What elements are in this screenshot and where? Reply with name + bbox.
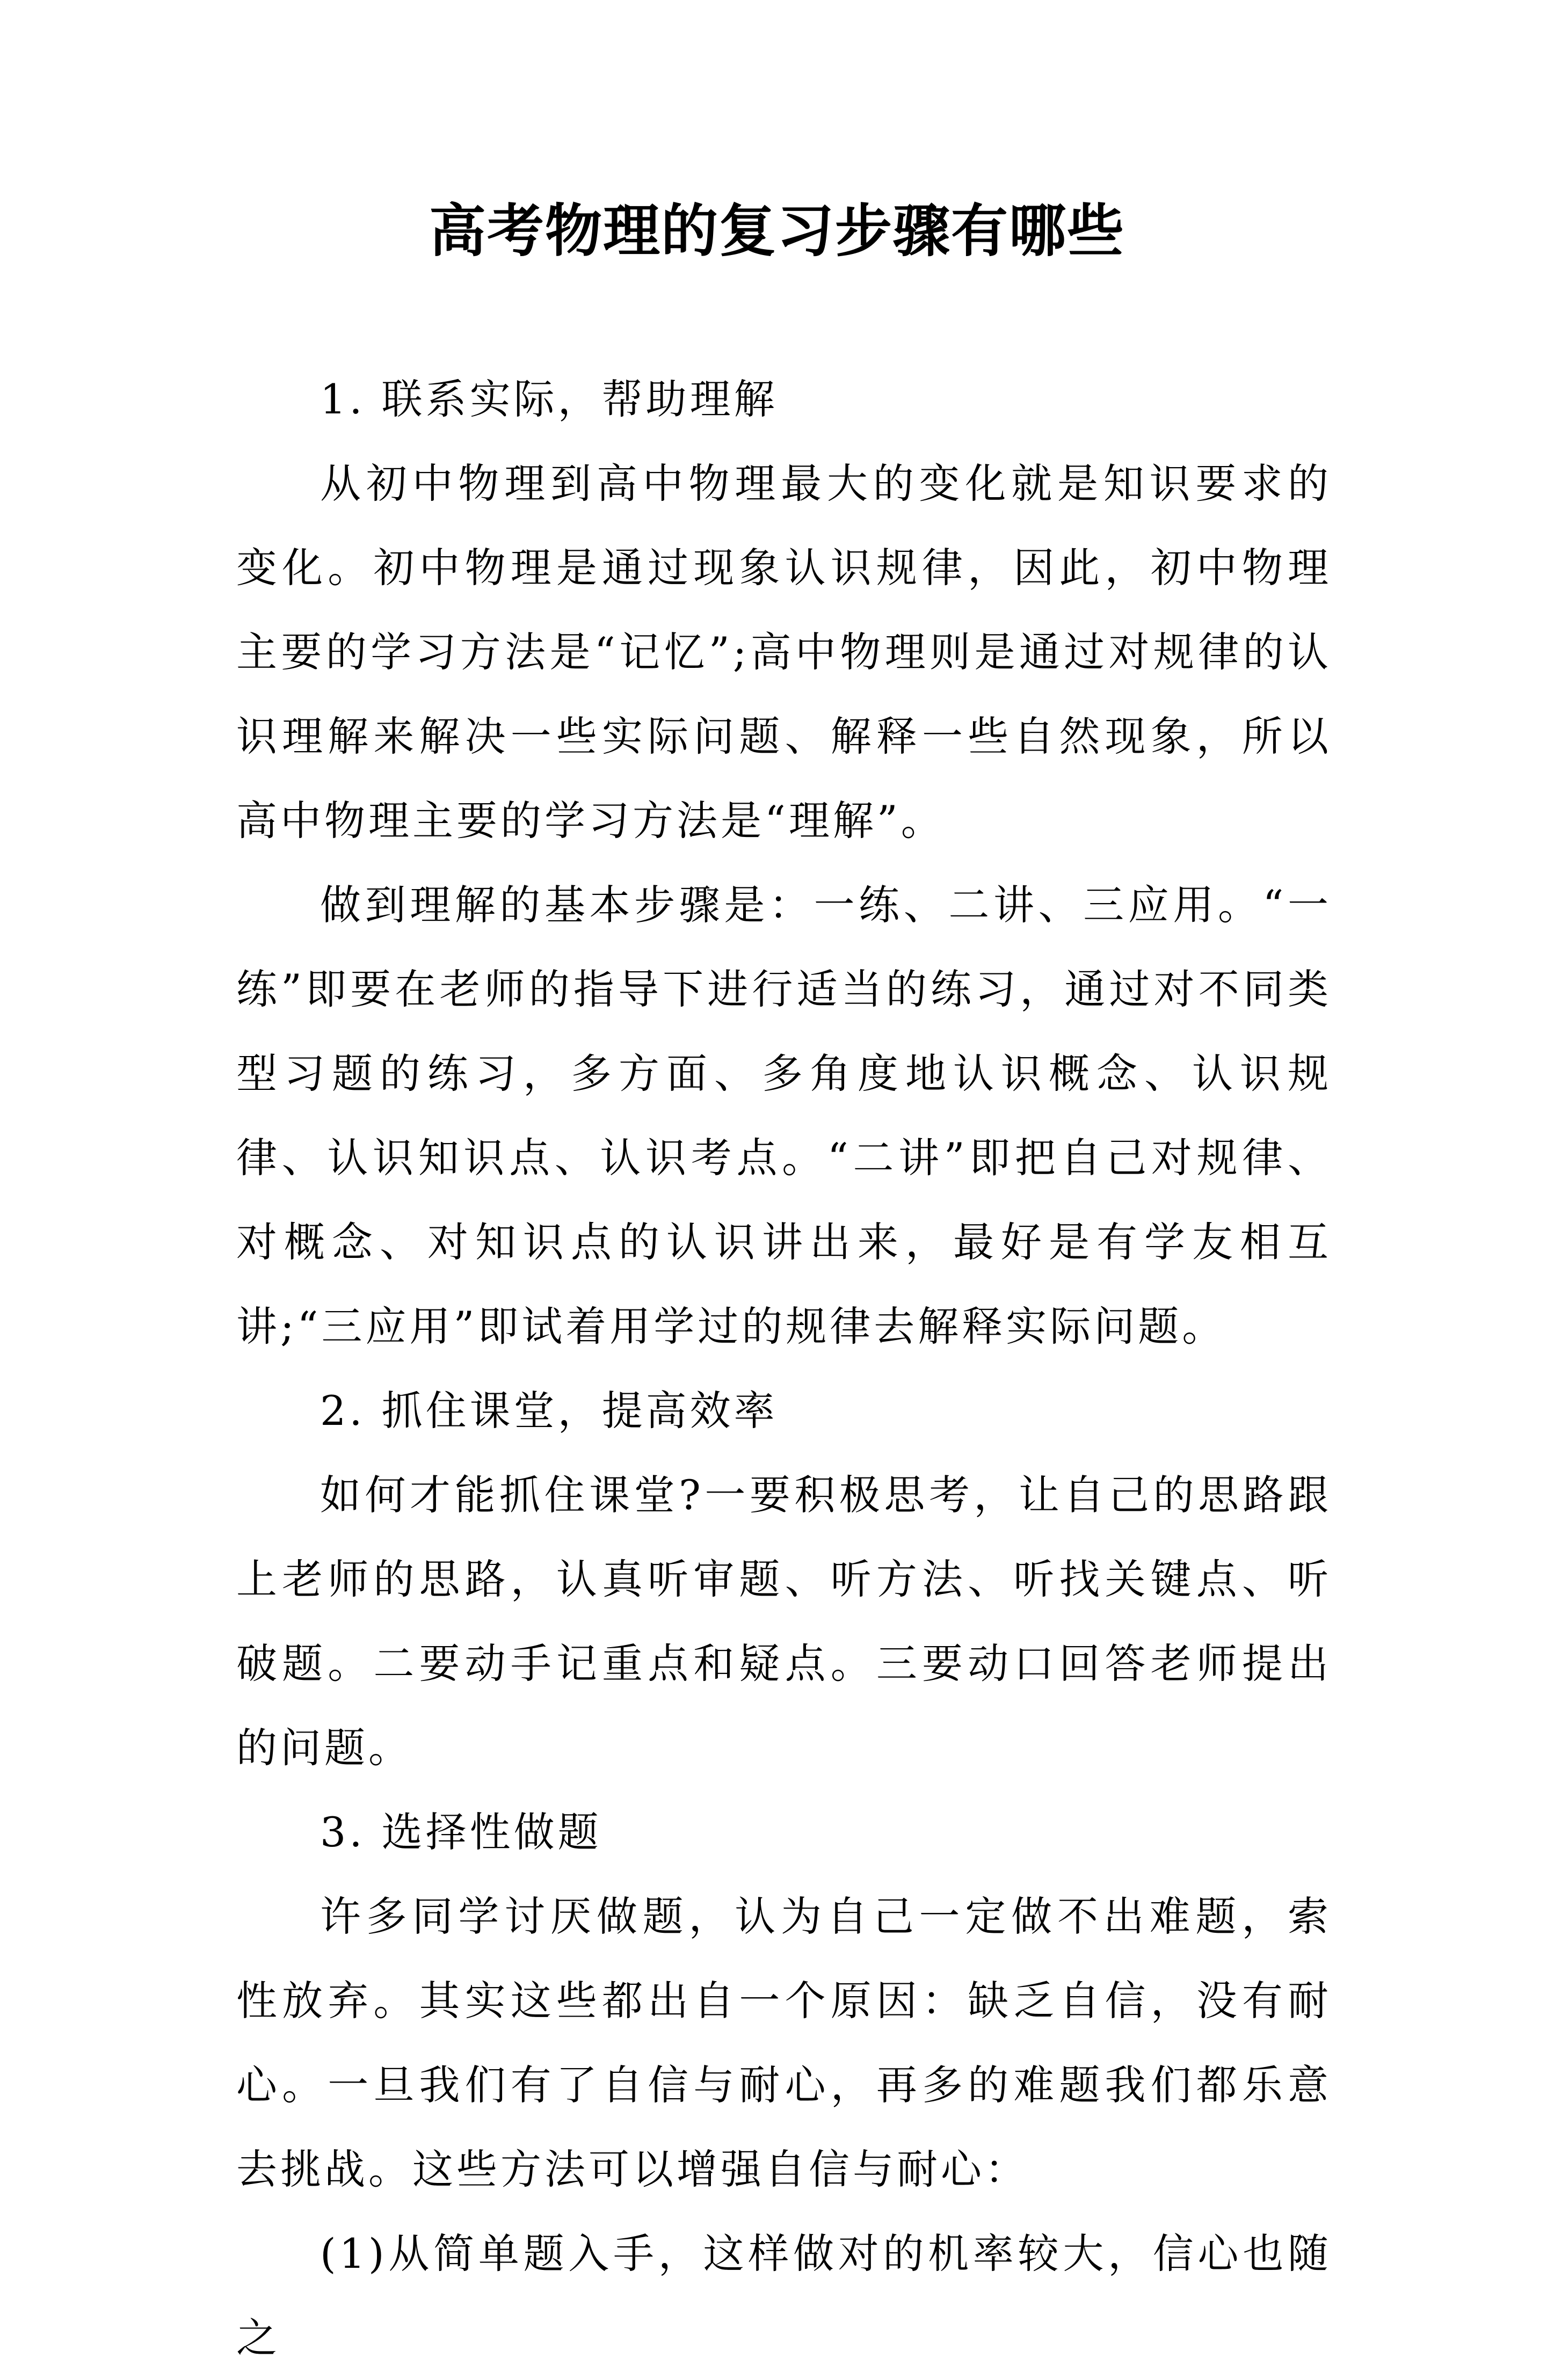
paragraph-3: 如何才能抓住课堂?一要积极思考，让自己的思路跟上老师的思路，认真听审题、听方法、听找关键点、听破题。二要动手记重点和疑点。三要动口回答老师提出的问题。 bbox=[236, 1471, 1332, 1772]
section-heading-2: 2. 抓住课堂，提高效率 bbox=[320, 1387, 778, 1435]
section-heading-3: 3. 选择性做题 bbox=[320, 1808, 602, 1856]
paragraph-5: (1)从简单题入手，这样做对的机率较大，信心也随之 bbox=[236, 2230, 1332, 2362]
paragraph-2: 做到理解的基本步骤是：一练、二讲、三应用。“一练”即要在老师的指导下进行适当的练习，通过对不同类型习题的练习，多方面、多角度地认识概念、认识规律、认识知识点、认识考点。“二讲”即把自己对规律、对概念、对知识点的认识讲出来，最好是有学友相互讲;“三应用”即试着用学过的规律去解释实际问题。 bbox=[236, 881, 1332, 1350]
paragraph-1: 从初中物理到高中物理最大的变化就是知识要求的变化。初中物理是通过现象认识规律，因此，初中物理主要的学习方法是“记忆”;高中物理则是通过对规律的认识理解来解决一些实际问题、解释一些自然现象，所以高中物理主要的学习方法是“理解”。 bbox=[236, 460, 1332, 845]
document-body bbox=[236, 357, 1332, 2380]
section-heading-1: 1. 联系实际，帮助理解 bbox=[320, 375, 778, 423]
paragraph-4: 许多同学讨厌做题，认为自己一定做不出难题，索性放弃。其实这些都出自一个原因：缺乏自信，没有耐心。一旦我们有了自信与耐心，再多的难题我们都乐意去挑战。这些方法可以增强自信与耐心： bbox=[236, 1893, 1332, 2193]
document-title: 高考物理的复习步骤有哪些 bbox=[429, 197, 1125, 264]
